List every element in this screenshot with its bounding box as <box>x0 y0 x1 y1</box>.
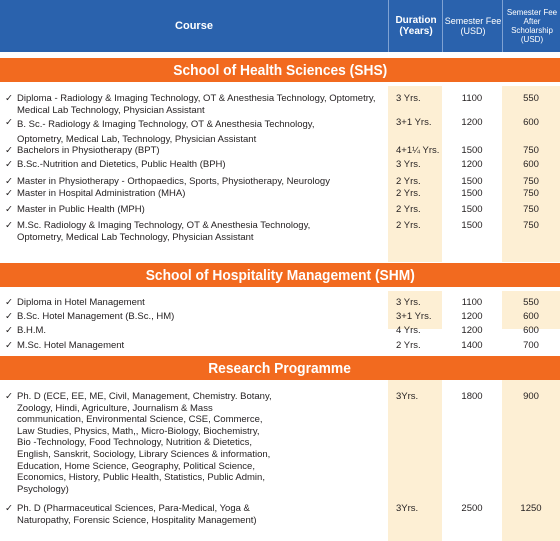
course-name: B.Sc. Hotel Management (B.Sc., HM) <box>17 311 175 322</box>
check-icon: ✓ <box>5 220 13 231</box>
duration-value: 3+1 Yrs. <box>396 311 432 322</box>
fee-value: 1500 <box>461 145 483 156</box>
section-band-shm <box>0 263 560 287</box>
scholarship-value: 550 <box>523 93 539 104</box>
scholarship-value: 550 <box>523 297 539 308</box>
scholarship-value: 750 <box>523 204 539 215</box>
scholarship-value: 750 <box>523 176 539 187</box>
duration-column-bg <box>388 86 442 262</box>
course-name: M.Sc. Radiology & Imaging Technology, OT & Anesthesia Technology, Optometry, Medical Lab Technology, Physician Assistant <box>17 220 311 243</box>
section-title: Research Programme <box>208 359 352 377</box>
scholarship-value: 750 <box>523 220 539 231</box>
header-semester-fee: Semester Fee (USD) <box>442 0 503 52</box>
course-name: Diploma in Hotel Management <box>17 297 145 308</box>
header-course: Course <box>175 19 213 32</box>
scholarship-value: 600 <box>523 159 539 170</box>
course-name: B.H.M. <box>17 325 47 336</box>
duration-value: 3Yrs. <box>396 391 419 402</box>
duration-value: 4+1¼ Yrs. <box>396 145 440 156</box>
duration-value: 3 Yrs. <box>396 93 421 104</box>
course-name: Master in Physiotherapy - Orthopaedics, Sports, Physiotherapy, Neurology <box>17 176 330 187</box>
duration-value: 2 Yrs. <box>396 220 421 231</box>
course-name: M.Sc. Hotel Management <box>17 340 125 351</box>
check-icon: ✓ <box>5 204 13 215</box>
course-name: Diploma - Radiology & Imaging Technology, OT & Anesthesia Technology, Optometry, Medical Lab Technology, Physician Assistant <box>17 93 376 116</box>
fee-value: 1200 <box>461 117 483 128</box>
course-name: Ph. D (Pharmaceutical Sciences, Para-Medical, Yoga & Naturopathy, Forensic Science, Hospitality Management) <box>17 503 257 526</box>
scholarship-value: 600 <box>523 117 539 128</box>
header-duration: Duration (Years) <box>388 0 443 52</box>
duration-value: 3Yrs. <box>396 503 419 514</box>
course-name: B. Sc.- Radiology & Imaging Technology, OT & Anesthesia Technology, Optometry, Medical Lab, Technology, Physician Assistant <box>17 119 315 145</box>
check-icon: ✓ <box>5 188 13 199</box>
course-name: Bachelors in Physiotherapy (BPT) <box>17 145 160 156</box>
duration-value: 2 Yrs. <box>396 340 421 351</box>
fee-value: 1200 <box>461 159 483 170</box>
course-name: B.Sc.-Nutrition and Dietetics, Public Health (BPH) <box>17 159 226 170</box>
scholarship-value: 750 <box>523 145 539 156</box>
fee-value: 1800 <box>461 391 483 402</box>
check-icon: ✓ <box>5 391 13 402</box>
header-after-scholarship: Semester Fee After Scholarship (USD) <box>502 0 560 52</box>
check-icon: ✓ <box>5 145 13 156</box>
check-icon: ✓ <box>5 340 13 351</box>
duration-value: 3 Yrs. <box>396 297 421 308</box>
fee-value: 1500 <box>461 220 483 231</box>
check-icon: ✓ <box>5 311 13 322</box>
check-icon: ✓ <box>5 297 13 308</box>
scholarship-column-bg <box>502 86 560 262</box>
course-name: Ph. D (ECE, EE, ME, Civil, Management, Chemistry. Botany, Zoology, Hindi, Agriculture, Journalism & Mass communication, Environmental Science, CSE, Commerce, Law Studies, Physics, Math,, Micro-Biology, Biochemistry, Bio -Technology, Food Technology, Nutrition & Dietetics, English, Sanskrit, Sociology, Library Sciences & information, Education, Home Science, Geography, Political Science, Economics, History, Public Health, Statistics, Public Admin, Psychology) <box>17 391 272 495</box>
check-icon: ✓ <box>5 503 13 514</box>
duration-column-bg <box>388 380 442 541</box>
check-icon: ✓ <box>5 176 13 187</box>
fee-value: 1100 <box>461 93 483 104</box>
scholarship-value: 600 <box>523 311 539 322</box>
section-band-shs <box>0 58 560 82</box>
check-icon: ✓ <box>5 93 13 104</box>
fee-value: 1100 <box>461 297 483 308</box>
fee-value: 1400 <box>461 340 483 351</box>
table-header <box>0 0 560 52</box>
section-title: School of Health Sciences (SHS) <box>173 61 387 79</box>
fee-value: 1500 <box>461 176 483 187</box>
check-icon: ✓ <box>5 325 13 336</box>
fee-value: 1200 <box>461 311 483 322</box>
scholarship-column-bg <box>502 380 560 541</box>
duration-value: 3+1 Yrs. <box>396 117 432 128</box>
check-icon: ✓ <box>5 159 13 170</box>
duration-value: 2 Yrs. <box>396 176 421 187</box>
check-icon: ✓ <box>5 117 13 128</box>
duration-value: 3 Yrs. <box>396 159 421 170</box>
section-band-research <box>0 356 560 380</box>
fee-value: 1500 <box>461 204 483 215</box>
fee-value: 2500 <box>461 503 483 514</box>
scholarship-value: 1250 <box>520 503 542 514</box>
fee-value: 1200 <box>461 325 483 336</box>
duration-value: 2 Yrs. <box>396 188 421 199</box>
duration-value: 4 Yrs. <box>396 325 421 336</box>
course-name: Master in Public Health (MPH) <box>17 204 145 215</box>
duration-value: 2 Yrs. <box>396 204 421 215</box>
scholarship-value: 700 <box>523 340 539 351</box>
course-name: Master in Hospital Administration (MHA) <box>17 188 186 199</box>
section-title: School of Hospitality Management (SHM) <box>145 266 415 284</box>
fee-value: 1500 <box>461 188 483 199</box>
scholarship-value: 750 <box>523 188 539 199</box>
scholarship-value: 900 <box>523 391 539 402</box>
scholarship-value: 600 <box>523 325 539 336</box>
